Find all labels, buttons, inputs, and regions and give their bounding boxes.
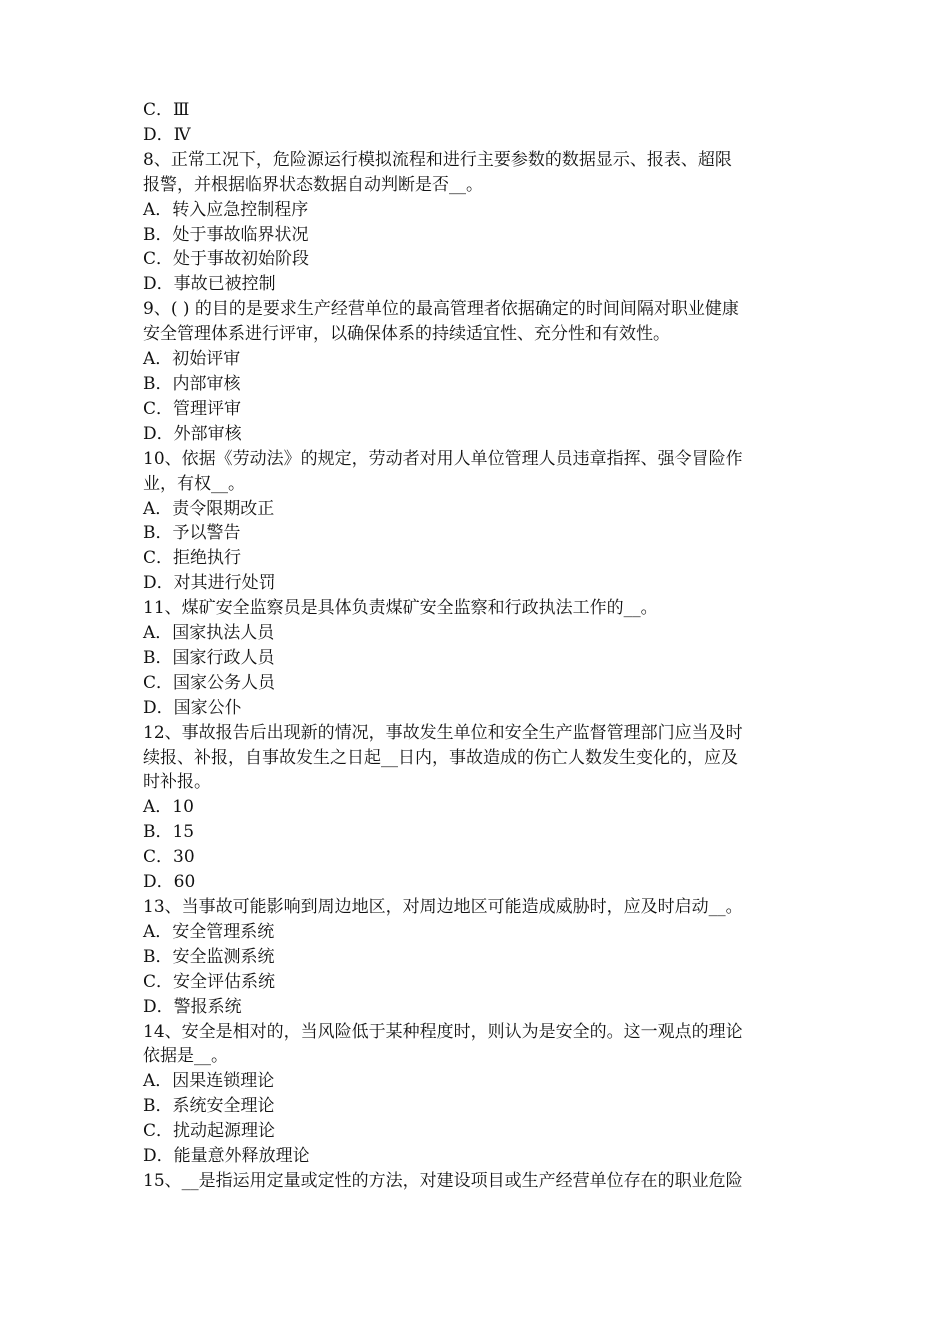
option-c: C．处于事故初始阶段 [143,249,310,270]
question-12-text: 续报、补报，自事故发生之日起__日内，事故造成的伤亡人数发生变化的，应及 [143,747,738,768]
option-b: B．内部审核 [143,373,241,394]
option-c: C．Ⅲ [143,100,190,120]
option-d: D．警报系统 [143,996,242,1017]
document-page [143,98,823,1194]
option-b: B．予以警告 [143,523,241,544]
option-a: A．责令限期改正 [143,498,275,519]
option-c: C．拒绝执行 [143,548,242,569]
option-d: D．60 [143,872,196,893]
option-d: D．Ⅳ [143,124,191,145]
option-b: B．15 [143,822,195,843]
option-a: A．初始评审 [143,349,241,370]
option-c: C．30 [143,847,195,868]
question-14-text: 依据是__。 [143,1046,228,1067]
question-14-text: 14、安全是相对的，当风险低于某种程度时，则认为是安全的。这一观点的理论 [143,1021,743,1042]
option-b: B．处于事故临界状况 [143,224,309,245]
option-c: C．扰动起源理论 [143,1121,276,1142]
question-8-text: 报警，并根据临界状态数据自动判断是否__。 [143,174,483,195]
option-b: B．国家行政人员 [143,647,275,668]
option-d: D．国家公仆 [143,697,242,718]
option-d: D．事故已被控制 [143,274,276,295]
option-c: C．管理评审 [143,398,242,419]
option-d: D．外部审核 [143,423,242,444]
question-9-text: 9、( ) 的目的是要求生产经营单位的最高管理者依据确定的时间间隔对职业健康 [143,299,739,320]
option-d: D．能量意外释放理论 [143,1146,310,1167]
question-8-text: 8、正常工况下，危险源运行模拟流程和进行主要参数的数据显示、报表、超限 [143,149,732,170]
question-10-text: 10、依据《劳动法》的规定，劳动者对用人单位管理人员违章指挥、强令冒险作 [143,448,743,469]
question-12-text: 时补报。 [143,772,211,793]
question-13-text: 13、当事故可能影响到周边地区，对周边地区可能造成威胁时，应及时启动__。 [143,897,743,917]
option-b: B．安全监测系统 [143,946,275,967]
question-11-text: 11、煤矿安全监察员是具体负责煤矿安全监察和行政执法工作的__。 [143,598,658,619]
question-12-text: 12、事故报告后出现新的情况，事故发生单位和安全生产监督管理部门应当及时 [143,722,743,743]
option-a: A．国家执法人员 [143,623,275,644]
option-c: C．国家公务人员 [143,672,276,693]
question-15-text: 15、__是指运用定量或定性的方法，对建设项目或生产经营单位存在的职业危险 [143,1170,743,1191]
option-c: C．安全评估系统 [143,971,276,992]
question-9-text: 安全管理体系进行评审，以确保体系的持续适宜性、充分性和有效性。 [143,324,670,345]
option-d: D．对其进行处罚 [143,573,276,594]
question-10-text: 业，有权__。 [143,473,245,494]
option-a: A．因果连锁理论 [143,1071,275,1092]
option-a: A．转入应急控制程序 [143,199,309,220]
option-b: B．系统安全理论 [143,1096,275,1117]
option-a: A．10 [143,797,194,818]
option-a: A．安全管理系统 [143,921,275,942]
